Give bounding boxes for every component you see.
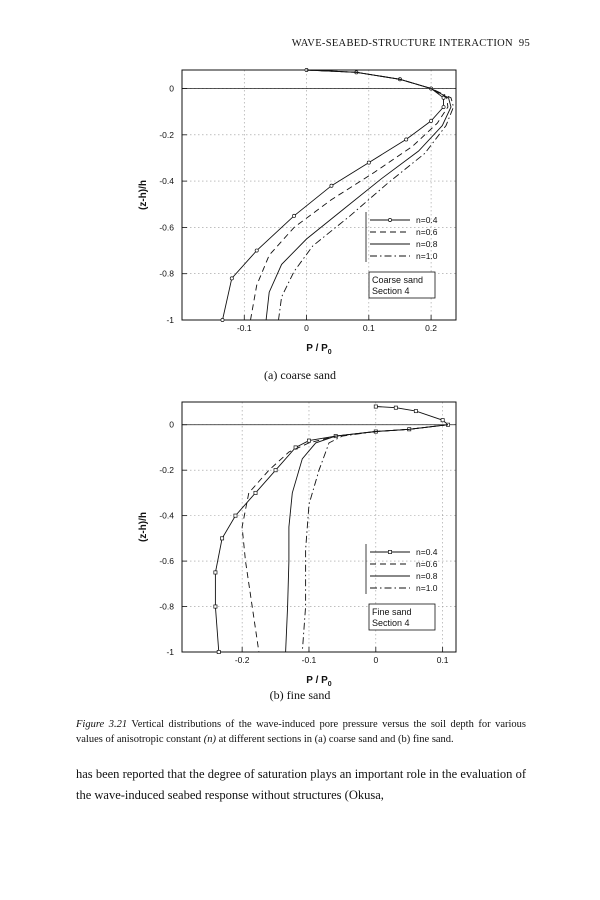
y-tick-label: -0.2	[159, 129, 174, 140]
subcaption-a: (a) coarse sand	[264, 368, 336, 382]
data-point	[414, 409, 417, 412]
data-point	[292, 214, 295, 217]
y-tick-label: 0	[169, 419, 174, 430]
y-axis-label: (z-h)/h	[138, 512, 149, 542]
figure-caption-text: Vertical distributions of the wave-induced pore pressure versus the soil depth for various values of anisotropic constant	[76, 719, 526, 745]
chart-fine-sand	[0, 396, 600, 702]
data-point	[221, 318, 224, 321]
running-head	[292, 38, 530, 49]
data-point	[214, 571, 217, 574]
legend-label: n=0.8	[416, 239, 438, 249]
y-tick-label: -0.6	[159, 556, 174, 567]
figure-caption	[76, 717, 526, 747]
data-point	[441, 419, 444, 422]
x-axis-label-subscript: 0	[327, 681, 332, 688]
annotation-text: Section 4	[372, 618, 410, 628]
annotation-text: Section 4	[372, 286, 410, 296]
data-point	[234, 514, 237, 517]
legend-label: n=0.4	[416, 215, 438, 225]
data-point	[394, 406, 397, 409]
y-tick-label: -1	[166, 647, 174, 657]
data-point	[330, 184, 333, 187]
x-tick-label: -0.2	[234, 655, 250, 665]
data-point	[214, 605, 217, 608]
data-point	[374, 405, 377, 408]
x-tick-label: 0.1	[362, 323, 375, 333]
x-axis-label	[306, 343, 332, 356]
data-point	[254, 491, 257, 494]
data-point	[230, 277, 233, 280]
y-tick-label: 0	[169, 83, 174, 94]
legend-label: n=0.6	[416, 227, 438, 237]
y-tick-label: -0.4	[159, 510, 174, 521]
data-point	[405, 138, 408, 141]
page-number: 95	[518, 38, 530, 49]
y-tick-label: -1	[166, 315, 174, 325]
legend-marker	[388, 218, 391, 221]
y-tick-label: -0.8	[159, 601, 174, 612]
y-tick-label: -0.8	[159, 268, 174, 279]
running-head-title: WAVE-SEABED-STRUCTURE INTERACTION	[291, 38, 513, 49]
x-tick-label: 0	[304, 323, 309, 333]
legend-label: n=1.0	[416, 583, 438, 593]
subcaption-b: (b) fine sand	[269, 688, 331, 702]
data-point	[442, 105, 445, 108]
figure-caption-text-end: at different sections in (a) coarse sand and (b) fine sand.	[215, 734, 454, 745]
y-tick-label: -0.2	[159, 465, 174, 476]
x-axis-label-main: P / P	[306, 675, 328, 686]
legend-label: n=0.6	[416, 559, 438, 569]
chart-coarse-sand	[0, 60, 600, 370]
y-axis-label: (z-h)/h	[138, 180, 149, 210]
x-axis-label-main: P / P	[306, 343, 328, 354]
legend-label: n=0.8	[416, 571, 438, 581]
y-tick-label: -0.4	[159, 176, 174, 187]
figure-label: Figure 3.21	[76, 719, 128, 730]
data-point	[255, 249, 258, 252]
annotation-text: Fine sand	[372, 607, 412, 617]
x-tick-label: 0	[373, 655, 379, 665]
x-tick-label: 0.2	[425, 323, 438, 333]
figure-caption-term: (n)	[203, 734, 216, 745]
x-axis-label-subscript: 0	[327, 349, 332, 356]
x-tick-label: -0.1	[301, 655, 317, 665]
x-axis-label	[306, 675, 332, 688]
legend-marker	[388, 550, 391, 553]
body-paragraph: has been reported that the degree of saturation plays an important role in the evaluation of the wave-induced seabed response without structures (Okusa,	[76, 767, 526, 802]
annotation-text: Coarse sand	[372, 275, 424, 285]
legend-label: n=0.4	[416, 547, 438, 557]
x-tick-label: 0.1	[436, 655, 449, 665]
data-point	[220, 537, 223, 540]
data-point	[307, 439, 310, 442]
x-tick-label: -0.1	[236, 323, 252, 333]
legend-label: n=1.0	[416, 251, 438, 261]
data-point	[217, 650, 220, 653]
data-point	[367, 161, 370, 164]
y-tick-label: -0.6	[159, 222, 174, 233]
data-point	[429, 119, 432, 122]
data-point	[274, 469, 277, 472]
